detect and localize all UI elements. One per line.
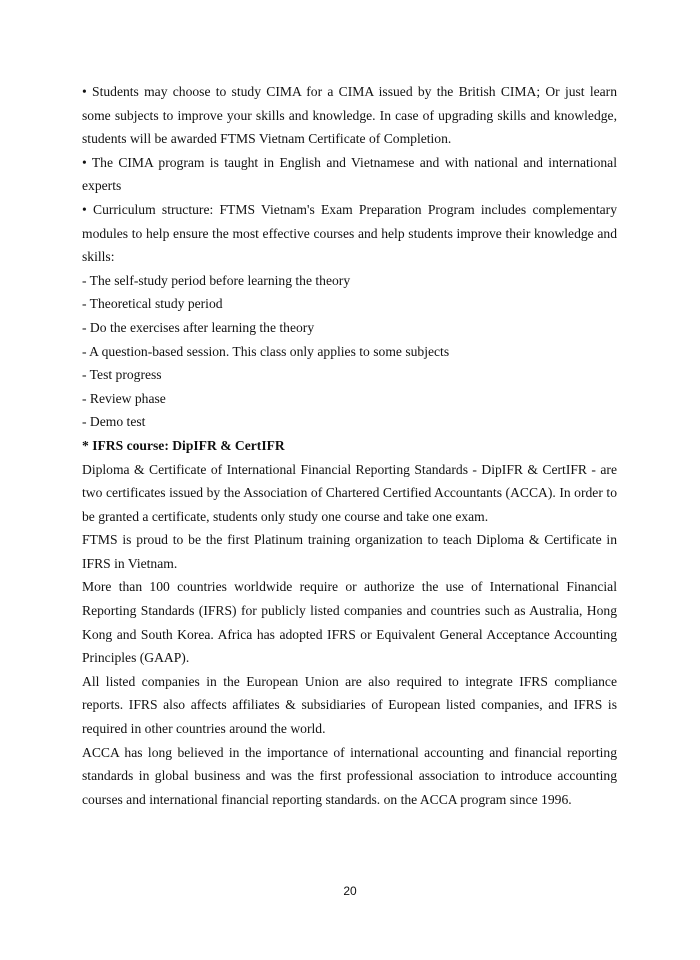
list-item: - The self-study period before learning the theory — [82, 272, 351, 288]
list-item: - Test progress — [82, 367, 162, 383]
list-item: - A question-based session. This class only applies to some subjects — [82, 343, 450, 359]
paragraph-ftms-platinum: FTMS is proud to be the first Platinum training organization to teach Diploma & Certificate in IFRS in Vietnam. — [82, 532, 617, 571]
curriculum-list — [82, 269, 617, 434]
page-number: 20 — [343, 884, 357, 898]
paragraph-cima-language: • The CIMA program is taught in English and Vietnamese and with national and international experts — [82, 154, 617, 194]
paragraph-curriculum-structure: • Curriculum structure: FTMS Vietnam's Exam Preparation Program includes complementary modules to help ensure the most effective courses and help students improve their knowledge and skills: — [82, 201, 617, 265]
paragraph-dipifr-certifr: Diploma & Certificate of International Financial Reporting Standards - DipIFR & CertIFR - are two certificates issued by the Association of Chartered Certified Accountants (ACCA). In order to be granted a certificate, students only study one course and take one exam. — [82, 461, 617, 524]
document-body — [82, 80, 617, 811]
section-heading-ifrs: * IFRS course: DipIFR & CertIFR — [82, 437, 285, 453]
list-item: - Review phase — [82, 390, 166, 406]
list-item: - Do the exercises after learning the theory — [82, 319, 315, 335]
paragraph-acca-history: ACCA has long believed in the importance of international accounting and financial reporting standards in global business and was the first professional association to introduce accounting courses and international financial reporting standards. on the ACCA program since 1996. — [82, 744, 617, 807]
paragraph-cima-choice: • Students may choose to study CIMA for a CIMA issued by the British CIMA; Or just learn some subjects to improve your skills and knowledge. In case of upgrading skills and knowledge, students will be awarded FTMS Vietnam Certificate of Completion. — [82, 84, 617, 147]
list-item: - Demo test — [82, 414, 146, 430]
list-item: - Theoretical study period — [82, 296, 223, 312]
paragraph-ifrs-countries: More than 100 countries worldwide require or authorize the use of International Financial Reporting Standards (IFRS) for publicly listed companies and countries such as Australia, Hong Kong and South Korea. Africa has adopted IFRS or Equivalent General Acceptance Accounting Principles (GAAP). — [82, 579, 617, 666]
paragraph-eu-companies: All listed companies in the European Union are also required to integrate IFRS compliance reports. IFRS also affects affiliates & subsidiaries of European listed companies, and IFRS is required in other countries around the world. — [82, 673, 617, 737]
